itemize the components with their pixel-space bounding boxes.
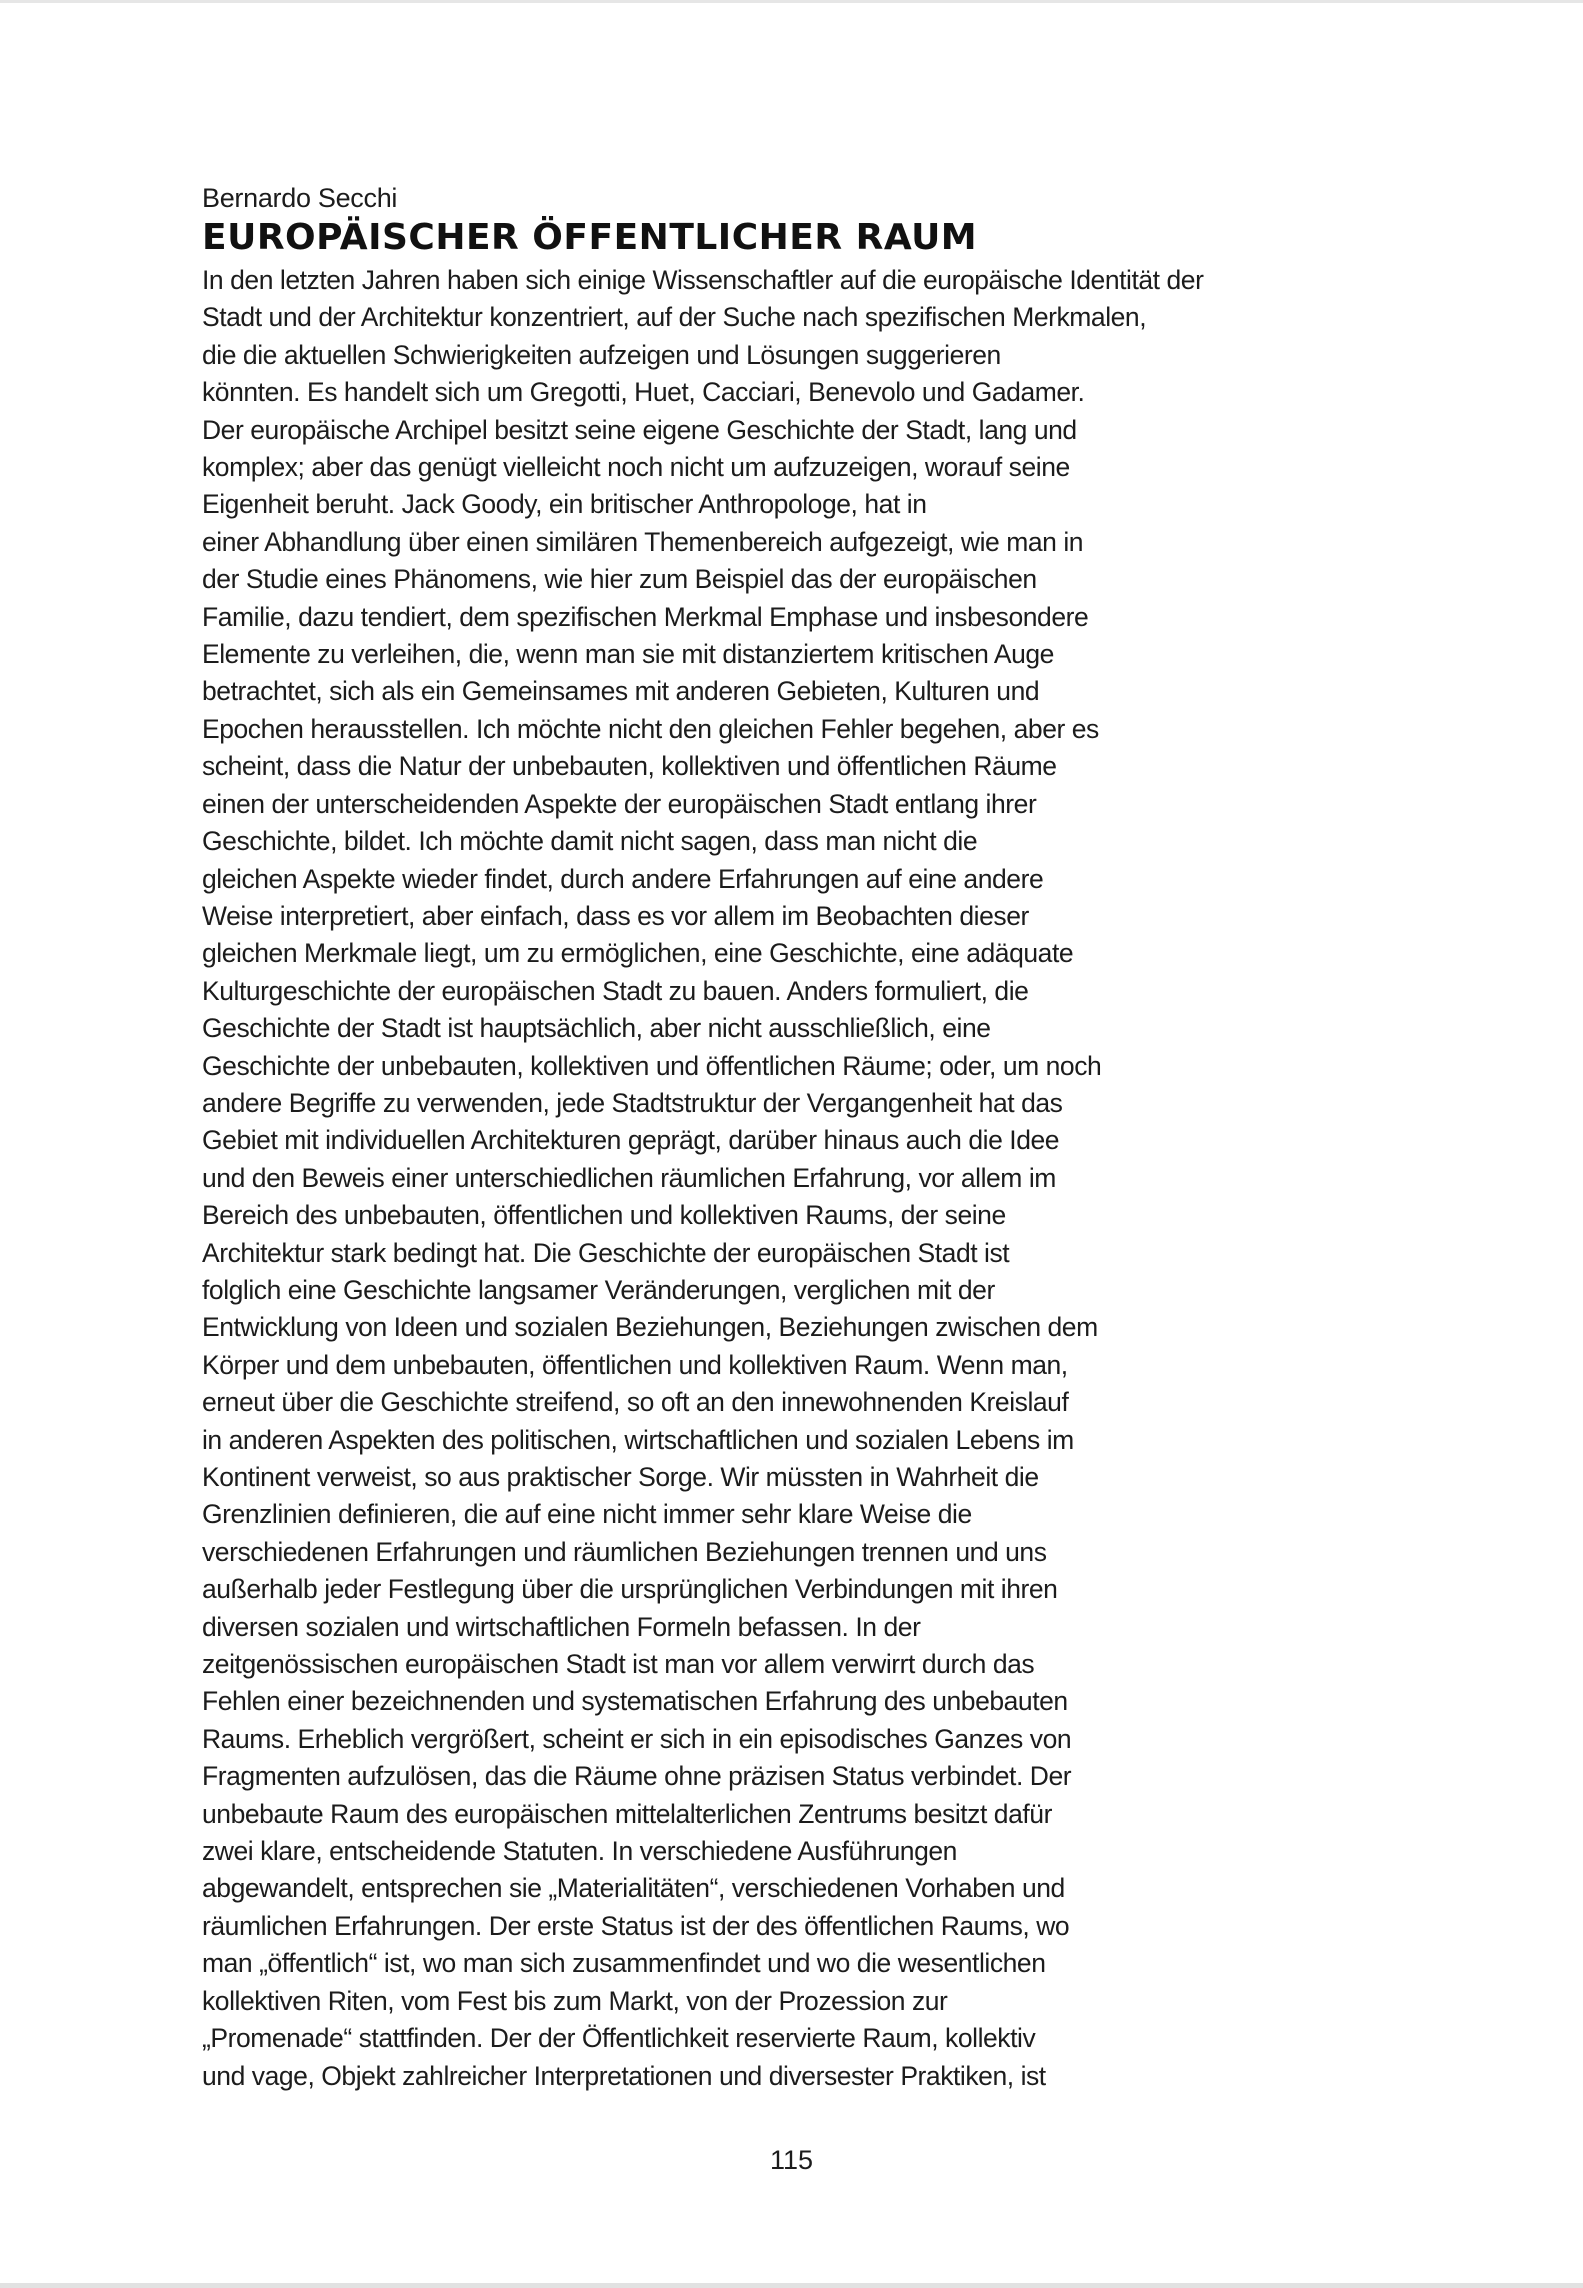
text-line: man „öffentlich“ ist, wo man sich zusammenfindet und wo die wesentlichen bbox=[202, 1948, 1046, 1979]
text-line: Kontinent verweist, so aus praktischer Sorge. Wir müssten in Wahrheit die bbox=[202, 1462, 1039, 1492]
text-line: Raums. Erheblich vergrößert, scheint er sich in ein episodisches Ganzes von bbox=[202, 1723, 1072, 1754]
text-line: unbebaute Raum des europäischen mittelalterlichen Zentrums besitzt dafür bbox=[202, 1798, 1052, 1829]
text-line: Körper und dem unbebauten, öffentlichen und kollektiven Raum. Wenn man, bbox=[202, 1349, 1068, 1380]
text-line: Eigenheit beruht. Jack Goody, ein britischer Anthropologe, hat in bbox=[202, 489, 927, 520]
text-line: Entwicklung von Ideen und sozialen Beziehungen, Beziehungen zwischen dem bbox=[202, 1312, 1098, 1343]
text-line: Gebiet mit individuellen Architekturen geprägt, darüber hinaus auch die Idee bbox=[202, 1125, 1060, 1156]
text-line: gleichen Aspekte wieder findet, durch andere Erfahrungen auf eine andere bbox=[202, 863, 1044, 894]
text-line: und den Beweis einer unterschiedlichen räumlichen Erfahrung, vor allem im bbox=[202, 1162, 1056, 1193]
text-line: Fragmenten aufzulösen, das die Räume ohne präzisen Status verbindet. Der bbox=[202, 1761, 1072, 1792]
text-line: Kulturgeschichte der europäischen Stadt zu bauen. Anders formuliert, die bbox=[202, 975, 1029, 1006]
text-line: abgewandelt, entsprechen sie „Materialitäten“, verschiedenen Vorhaben und bbox=[202, 1873, 1065, 1904]
page-bottom-edge bbox=[0, 2283, 1583, 2288]
author-name: Bernardo Secchi bbox=[202, 183, 398, 213]
text-line: Epochen herausstellen. Ich möchte nicht den gleichen Fehler begehen, aber es bbox=[202, 713, 1099, 744]
text-line: Geschichte der unbebauten, kollektiven und öffentlichen Räume; oder, um noch bbox=[202, 1050, 1102, 1081]
text-line: Grenzlinien definieren, die auf eine nicht immer sehr klare Weise die bbox=[202, 1499, 972, 1530]
text-line: außerhalb jeder Festlegung über die ursprünglichen Verbindungen mit ihren bbox=[202, 1574, 1058, 1605]
text-line: verschiedenen Erfahrungen und räumlichen Beziehungen trennen und uns bbox=[202, 1536, 1047, 1567]
text-line: zwei klare, entscheidende Statuten. In verschiedene Ausführungen bbox=[202, 1836, 957, 1867]
text-line: komplex; aber das genügt vielleicht noch nicht um aufzuzeigen, worauf seine bbox=[202, 452, 1070, 483]
article bbox=[202, 180, 1352, 2095]
text-line: Der europäische Archipel besitzt seine eigene Geschichte der Stadt, lang und bbox=[202, 414, 1077, 445]
text-line: einer Abhandlung über einen similären Themenbereich aufgezeigt, wie man in bbox=[202, 526, 1084, 557]
text-line: Bereich des unbebauten, öffentlichen und kollektiven Raums, der seine bbox=[202, 1200, 1006, 1231]
text-line: zeitgenössischen europäischen Stadt ist man vor allem verwirrt durch das bbox=[202, 1649, 1035, 1680]
text-line: scheint, dass die Natur der unbebauten, kollektiven und öffentlichen Räume bbox=[202, 751, 1057, 782]
text-line: in anderen Aspekten des politischen, wirtschaftlichen und sozialen Lebens im bbox=[202, 1424, 1074, 1455]
text-line: einen der unterscheidenden Aspekte der europäischen Stadt entlang ihrer bbox=[202, 788, 1037, 819]
body-text bbox=[202, 262, 1352, 2095]
text-line: folglich eine Geschichte langsamer Veränderungen, verglichen mit der bbox=[202, 1274, 995, 1305]
text-line: kollektiven Riten, vom Fest bis zum Markt, von der Prozession zur bbox=[202, 1985, 948, 2016]
text-line: Weise interpretiert, aber einfach, dass es vor allem im Beobachten dieser bbox=[202, 900, 1029, 931]
text-line: erneut über die Geschichte streifend, so oft an den innewohnenden Kreislauf bbox=[202, 1387, 1069, 1418]
text-line: könnten. Es handelt sich um Gregotti, Huet, Cacciari, Benevolo und Gadamer. bbox=[202, 377, 1085, 408]
page-number: 115 bbox=[769, 2145, 814, 2175]
text-line: diversen sozialen und wirtschaftlichen Formeln befassen. In der bbox=[202, 1611, 921, 1642]
text-line: „Promenade“ stattfinden. Der der Öffentlichkeit reservierte Raum, kollektiv bbox=[202, 2023, 1036, 2054]
page-top-edge bbox=[0, 0, 1583, 3]
text-line: andere Begriffe zu verwenden, jede Stadtstruktur der Vergangenheit hat das bbox=[202, 1087, 1063, 1118]
text-line: Familie, dazu tendiert, dem spezifischen Merkmal Emphase und insbesondere bbox=[202, 601, 1089, 632]
text-line: Elemente zu verleihen, die, wenn man sie mit distanziertem kritischen Auge bbox=[202, 639, 1054, 670]
text-line: betrachtet, sich als ein Gemeinsames mit anderen Gebieten, Kulturen und bbox=[202, 676, 1040, 707]
text-line: In den letzten Jahren haben sich einige Wissenschaftler auf die europäische Identität der bbox=[202, 265, 1204, 295]
text-line: die die aktuellen Schwierigkeiten aufzeigen und Lösungen suggerieren bbox=[202, 339, 1001, 370]
text-line: Architektur stark bedingt hat. Die Geschichte der europäischen Stadt ist bbox=[202, 1237, 1010, 1268]
text-line: Stadt und der Architektur konzentriert, auf der Suche nach spezifischen Merkmalen, bbox=[202, 302, 1147, 333]
text-line: der Studie eines Phänomens, wie hier zum Beispiel das der europäischen bbox=[202, 564, 1037, 595]
text-line: Geschichte, bildet. Ich möchte damit nicht sagen, dass man nicht die bbox=[202, 826, 978, 857]
text-line: räumlichen Erfahrungen. Der erste Status ist der des öffentlichen Raums, wo bbox=[202, 1910, 1070, 1941]
text-line: gleichen Merkmale liegt, um zu ermöglichen, eine Geschichte, eine adäquate bbox=[202, 938, 1074, 969]
article-title: EUROPÄISCHER ÖFFENTLICHER RAUM bbox=[202, 217, 978, 258]
text-line: Fehlen einer bezeichnenden und systematischen Erfahrung des unbebauten bbox=[202, 1686, 1068, 1717]
text-line: Geschichte der Stadt ist hauptsächlich, aber nicht ausschließlich, eine bbox=[202, 1013, 991, 1044]
text-line: und vage, Objekt zahlreicher Interpretationen und diversester Praktiken, ist bbox=[202, 2060, 1046, 2091]
